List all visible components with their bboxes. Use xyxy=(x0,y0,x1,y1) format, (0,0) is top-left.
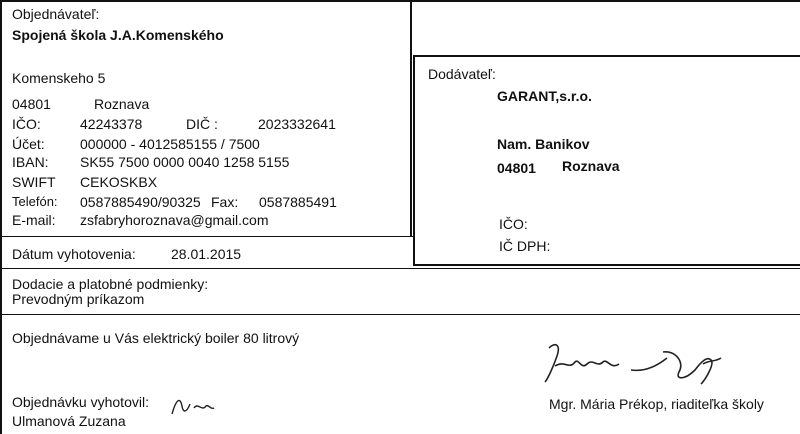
director-signature xyxy=(535,340,735,390)
orderer-dic-value: 2023332641 xyxy=(258,116,336,132)
orderer-city: Roznava xyxy=(94,96,150,112)
issuer-signature xyxy=(168,390,218,420)
supplier-zip: 04801 xyxy=(497,160,536,176)
issuer-label: Objednávku vyhotovil: xyxy=(12,394,149,410)
order-text: Objednávame u Vás elektrický boiler 80 litrový xyxy=(12,330,300,346)
orderer-street: Komenskeho 5 xyxy=(12,70,106,86)
orderer-telefon-label: Telefón: xyxy=(12,194,58,209)
supplier-heading: Dodávateľ: xyxy=(428,66,496,82)
top-border xyxy=(0,0,800,2)
issuer-name: Ulmanová Zuzana xyxy=(12,413,126,429)
orderer-heading: Objednávateľ: xyxy=(12,6,100,22)
supplier-name: GARANT,s.r.o. xyxy=(497,88,592,104)
order-rule xyxy=(0,314,800,315)
orderer-iban-label: IBAN: xyxy=(12,154,49,170)
orderer-ucet-label: Účet: xyxy=(12,136,45,152)
orderer-ico-value: 42243378 xyxy=(80,116,143,132)
supplier-icdph-label: IČ DPH: xyxy=(499,238,551,254)
orderer-dic-label: DIČ : xyxy=(186,116,218,132)
terms-label: Dodacie a platobné podmienky: xyxy=(12,276,209,292)
date-rule xyxy=(0,236,414,237)
orderer-zip: 04801 xyxy=(12,96,51,112)
orderer-email-value: zsfabryhoroznava@gmail.com xyxy=(80,212,269,228)
orderer-ucet-value: 000000 - 4012585155 / 7500 xyxy=(80,136,260,152)
column-divider xyxy=(410,0,412,236)
orderer-swift-value: CEKOSKBX xyxy=(80,174,158,190)
orderer-name: Spojená škola J.A.Komenského xyxy=(12,27,224,43)
supplier-ico-label: IČO: xyxy=(499,216,528,232)
orderer-swift-label: SWIFT xyxy=(12,174,56,190)
orderer-telefon-value: 0587885490/90325 xyxy=(80,194,201,210)
orderer-fax-value: 0587885491 xyxy=(259,194,337,210)
supplier-street: Nam. Banikov xyxy=(497,136,590,152)
orderer-iban-value: SK55 7500 0000 0040 1258 5155 xyxy=(80,154,290,170)
supplier-city: Roznava xyxy=(562,158,620,174)
orderer-email-label: E-mail: xyxy=(12,212,56,228)
terms-value: Prevodným príkazom xyxy=(12,291,145,307)
date-value: 28.01.2015 xyxy=(171,246,242,262)
orderer-fax-label: Fax: xyxy=(211,194,239,210)
terms-rule xyxy=(0,268,800,269)
director-name: Mgr. Mária Prékop, riaditeľka školy xyxy=(549,396,764,412)
date-label: Dátum vyhotovenia: xyxy=(12,246,136,262)
left-border xyxy=(0,0,2,434)
orderer-ico-label: IČO: xyxy=(12,116,41,132)
